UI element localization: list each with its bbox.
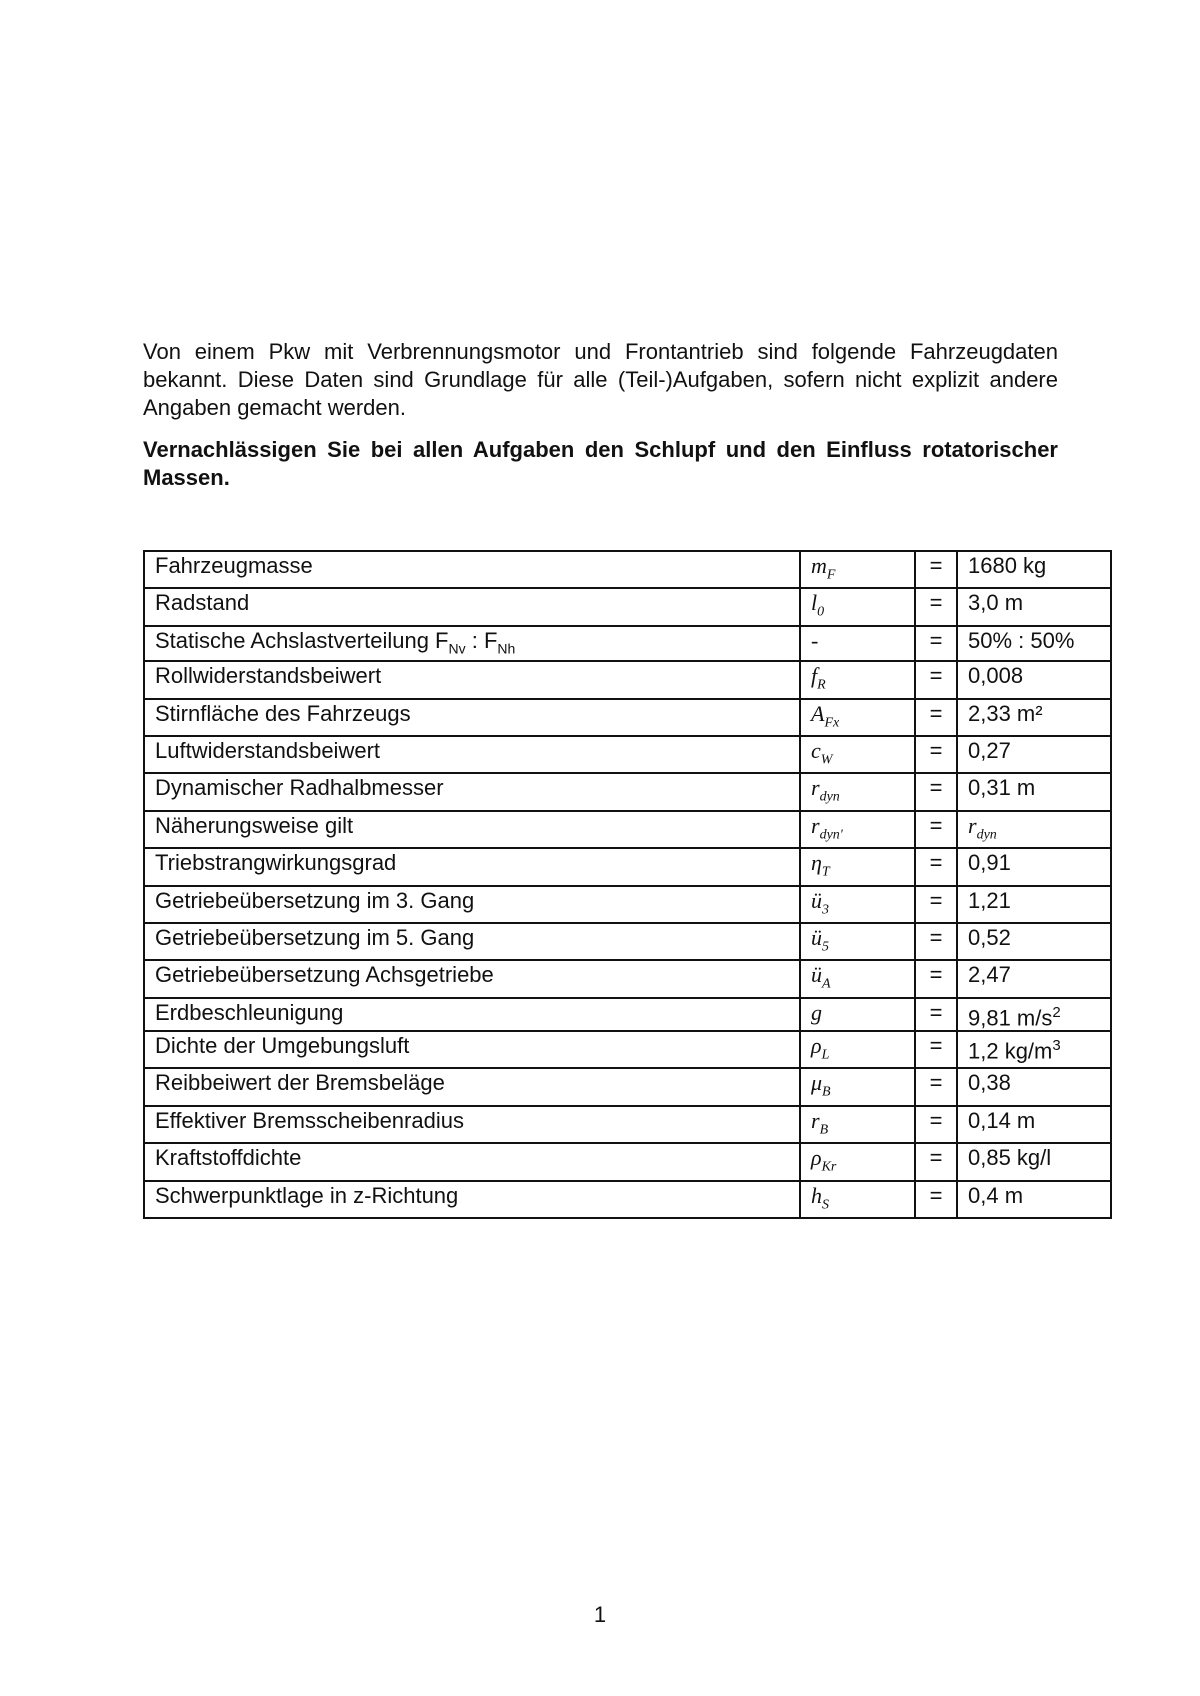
row-equals: = [915, 1031, 957, 1068]
row-symbol: - [800, 626, 915, 661]
row-symbol: $A_{Fx}$ [800, 699, 915, 736]
row-symbol: $ü_A$ [800, 960, 915, 997]
row-symbol: $f_R$ [800, 661, 915, 698]
row-equals: = [915, 848, 957, 885]
row-value: 3,0 m [957, 588, 1111, 625]
row-label: Kraftstoffdichte [144, 1143, 800, 1180]
table-row [144, 661, 1111, 698]
table-row [144, 626, 1111, 661]
row-symbol: $m_F$ [800, 551, 915, 588]
row-symbol: $\eta_T$ [800, 848, 915, 885]
table-row [144, 1143, 1111, 1180]
row-label: Dynamischer Radhalbmesser [144, 773, 800, 810]
row-label: Triebstrangwirkungsgrad [144, 848, 800, 885]
row-value: 0,31 m [957, 773, 1111, 810]
row-label: Erdbeschleunigung [144, 998, 800, 1031]
row-equals: = [915, 960, 957, 997]
row-value: 0,38 [957, 1068, 1111, 1105]
table-row [144, 923, 1111, 960]
row-label: Reibbeiwert der Bremsbeläge [144, 1068, 800, 1105]
row-value: 0,91 [957, 848, 1111, 885]
vehicle-data-table [143, 550, 1112, 1219]
row-equals: = [915, 923, 957, 960]
row-equals: = [915, 998, 957, 1031]
table-row [144, 699, 1111, 736]
row-equals: = [915, 661, 957, 698]
table-row [144, 588, 1111, 625]
table-row [144, 773, 1111, 810]
row-symbol: $r_{dyn}$ [800, 773, 915, 810]
table-row [144, 960, 1111, 997]
table-row [144, 886, 1111, 923]
table-row [144, 736, 1111, 773]
table-row [144, 1106, 1111, 1143]
row-label: Rollwiderstandsbeiwert [144, 661, 800, 698]
row-value: 9,81 $m/s^2$ [957, 998, 1111, 1031]
row-equals: = [915, 699, 957, 736]
row-value: 0,85 kg/l [957, 1143, 1111, 1180]
row-label: Luftwiderstandsbeiwert [144, 736, 800, 773]
row-label: Dichte der Umgebungsluft [144, 1031, 800, 1068]
row-label: Radstand [144, 588, 800, 625]
row-label: Näherungsweise gilt [144, 811, 800, 848]
row-symbol: $\mu_B$ [800, 1068, 915, 1105]
row-label: Getriebeübersetzung im 3. Gang [144, 886, 800, 923]
row-label: Effektiver Bremsscheibenradius [144, 1106, 800, 1143]
row-equals: = [915, 886, 957, 923]
row-equals: = [915, 811, 957, 848]
row-equals: = [915, 1143, 957, 1180]
row-label: Getriebeübersetzung Achsgetriebe [144, 960, 800, 997]
page-number: 1 [593, 1602, 607, 1627]
row-equals: = [915, 1106, 957, 1143]
intro-paragraph: Von einem Pkw mit Verbrennungsmotor und Frontantrieb sind folgende Fahrzeugdaten bekannt. Diese Daten sind Grundlage für alle (Teil-)Aufgaben, sofern nicht explizit andere Angaben gemacht werden. [143, 339, 1058, 420]
row-label: Getriebeübersetzung im 5. Gang [144, 923, 800, 960]
table-row [144, 1181, 1111, 1218]
row-value: 0,27 [957, 736, 1111, 773]
row-symbol: $c_W$ [800, 736, 915, 773]
row-symbol: $r_B$ [800, 1106, 915, 1143]
row-value: 50% : 50% [957, 626, 1111, 661]
row-symbol: $\rho_{Kr}$ [800, 1143, 915, 1180]
row-label: Fahrzeugmasse [144, 551, 800, 588]
table-row [144, 848, 1111, 885]
row-equals: = [915, 588, 957, 625]
row-value: 1,2 $kg/m^3$ [957, 1031, 1111, 1068]
row-symbol: g [800, 998, 915, 1031]
row-symbol: $ü_5$ [800, 923, 915, 960]
row-value: 1,21 [957, 886, 1111, 923]
row-symbol: $r_{dyn'}$ [800, 811, 915, 848]
row-value: 0,008 [957, 661, 1111, 698]
row-value: $r_{dyn}$ [957, 811, 1111, 848]
table-row [144, 811, 1111, 848]
table-row [144, 998, 1111, 1031]
table-row [144, 1068, 1111, 1105]
row-value: 2,33 m² [957, 699, 1111, 736]
row-label: Schwerpunktlage in z-Richtung [144, 1181, 800, 1218]
row-value: 2,47 [957, 960, 1111, 997]
row-equals: = [915, 626, 957, 661]
row-symbol: $h_S$ [800, 1181, 915, 1218]
row-symbol: $\rho_L$ [800, 1031, 915, 1068]
row-symbol: $ü_3$ [800, 886, 915, 923]
row-equals: = [915, 736, 957, 773]
row-equals: = [915, 773, 957, 810]
row-value: 0,4 m [957, 1181, 1111, 1218]
bold-instruction: Vernachlässigen Sie bei allen Aufgaben den Schlupf und den Einfluss rotatorischer Massen. [143, 437, 1058, 490]
row-label: Stirnfläche des Fahrzeugs [144, 699, 800, 736]
table-row [144, 551, 1111, 588]
row-value: 0,52 [957, 923, 1111, 960]
row-equals: = [915, 551, 957, 588]
row-equals: = [915, 1068, 957, 1105]
row-value: 1680 kg [957, 551, 1111, 588]
row-label: Statische Achslastverteilung $F_{Nv}$ : $F_{Nh}$ [144, 626, 800, 661]
row-value: 0,14 m [957, 1106, 1111, 1143]
row-symbol: $l_0$ [800, 588, 915, 625]
row-equals: = [915, 1181, 957, 1218]
table-row [144, 1031, 1111, 1068]
